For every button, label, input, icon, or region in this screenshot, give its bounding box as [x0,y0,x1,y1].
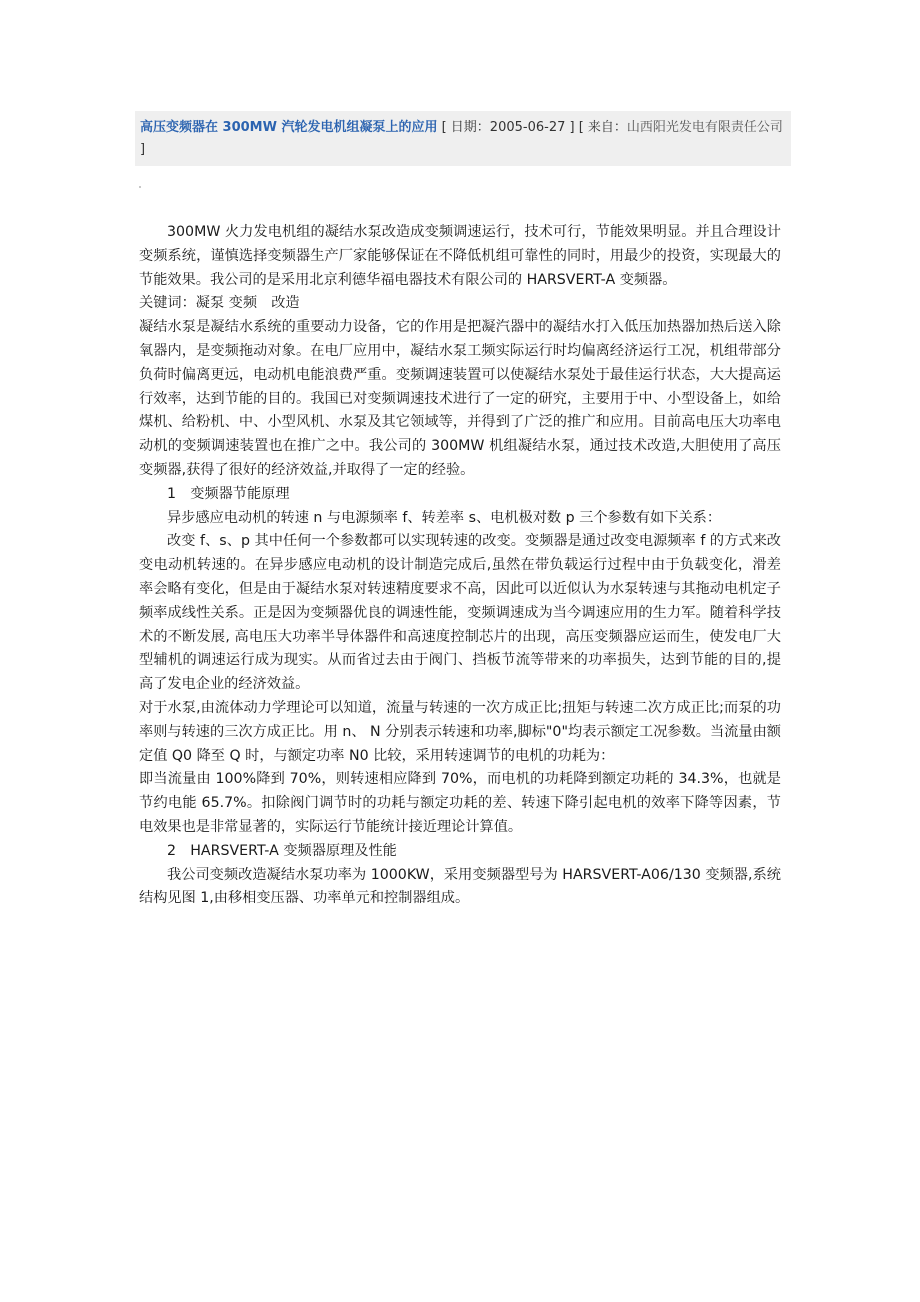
body-paragraph: 异步感应电动机的转速 n 与电源频率 f、转差率 s、电机极对数 p 三个参数有如下关系： [167,509,722,526]
body-paragraph: 对于水泵,由流体动力学理论可以知道，流量与转速的一次方成正比;扭矩与转速二次方成正比;而泵的功率则与转速的三次方成正比。用 n、 N 分别表示转速和功率,脚标"0"均表示额定工况参数。当流量由额定值 Q0 降至 Q 时，与额定功率 N0 比较，采用转速调节的电机的功耗为： [139,699,781,764]
header-closing-bracket: ] [140,142,146,157]
divider-dot [139,186,141,188]
article-header [135,111,791,166]
body-paragraph: 我公司变频改造凝结水泵功率为 1000KW，采用变频器型号为 HARSVERT-A06/130 变频器,系统结构见图 1,由移相变压器、功率单元和控制器组成。 [139,866,781,907]
section-heading-1: 1 变频器节能原理 [167,485,290,502]
section-heading-2: 2 HARSVERT-A 变频器原理及性能 [167,842,397,859]
article-body [139,221,781,911]
intro-paragraph: 凝结水泵是凝结水系统的重要动力设备，它的作用是把凝汽器中的凝结水打入低压加热器加热后送入除氧器内，是变频拖动对象。在电厂应用中，凝结水泵工频实际运行时均偏离经济运行工况，机组带部分负荷时偏离更远，电动机电能浪费严重。变频调速装置可以使凝结水泵处于最佳运行状态，大大提高运行效率，达到节能的目的。我国已对变频调速技术进行了一定的研究，主要用于中、小型设备上，如给煤机、给粉机、中、小型风机、水泵及其它领域等，并得到了广泛的推广和应用。目前高电压大功率电动机的变频调速装置也在推广之中。我公司的 300MW 机组凝结水泵，通过技术改造,大胆使用了高压变频器,获得了很好的经济效益,并取得了一定的经验。 [139,319,781,478]
keywords-line: 关键词：凝泵 变频 改造 [139,295,300,312]
article-source: 山西阳光发电有限责任公司 [626,120,783,135]
article-date: [ 日期：2005-06-27 ] [ 来自： [437,120,627,135]
body-paragraph: 改变 f、s、p 其中任何一个参数都可以实现转速的改变。变频器是通过改变电源频率 f 的方式来改变电动机转速的。在异步感应电动机的设计制造完成后,虽然在带负载运行过程中由于负载变化，滑差率会略有变化，但是由于凝结水泵对转速精度要求不高，因此可以近似认为水泵转速与其拖动电机定子频率成线性关系。正是因为变频器优良的调速性能，变频调速成为当今调速应用的生力军。随着科学技术的不断发展, 高电压大功率半导体器件和高速度控制芯片的出现，高压变频器应运而生，使发电厂大型辅机的调速运行成为现实。从而省过去由于阀门、挡板节流等带来的功率损失，达到节能的目的,提高了发电企业的经济效益。 [139,533,781,693]
body-paragraph: 即当流量由 100%降到 70%，则转速相应降到 70%，而电机的功耗降到额定功耗的 34.3%，也就是节约电能 65.7%。扣除阀门调节时的功耗与额定功耗的差、转速下降引起电机的效率下降等因素，节电效果也是非常显著的，实际运行节能统计接近理论计算值。 [139,771,781,835]
abstract-paragraph: 300MW 火力发电机组的凝结水泵改造成变频调速运行，技术可行，节能效果明显。并且合理设计变频系统，谨慎选择变频器生产厂家能够保证在不降低机组可靠性的同时，用最少的投资，实现最大的节能效果。我公司的是采用北京利德华福电器技术有限公司的 HARSVERT-A 变频器。 [139,224,781,288]
article-title-link[interactable]: 高压变频器在 300MW 汽轮发电机组凝泵上的应用 [140,120,438,135]
